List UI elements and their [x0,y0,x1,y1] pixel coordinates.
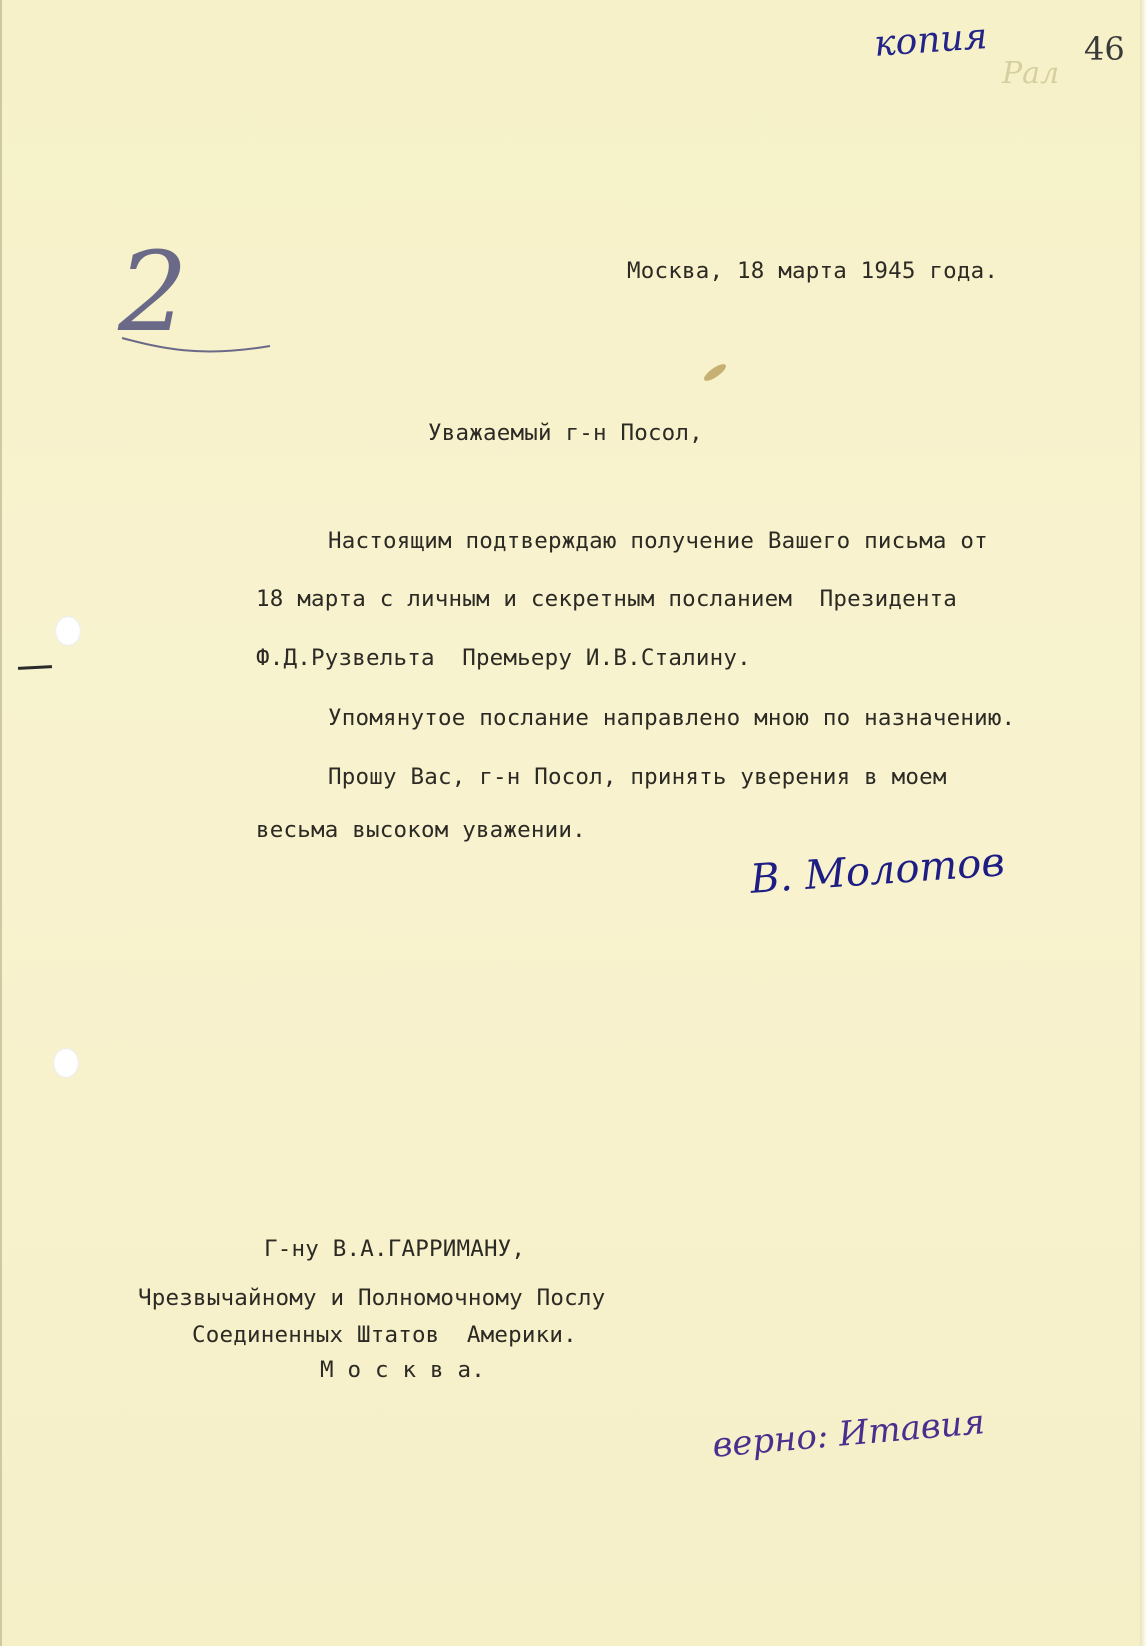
addressee-line: М о с к в а. [320,1357,485,1383]
body-line: Прошу Вас, г-н Посол, принять уверения в моем [328,764,947,790]
addressee-line: Соединенных Штатов Америки. [192,1322,577,1348]
body-line: Упомянутое послание направлено мною по назначению. [328,705,1016,731]
copy-label: копия [872,16,989,65]
punch-hole-top [55,616,81,646]
page-edge [1140,0,1146,1646]
margin-mark-underline [120,318,280,358]
ink-stain [702,361,728,383]
addressee-line: Г-ну В.А.ГАРРИМАНУ, [264,1236,526,1262]
body-line: 18 марта с личным и секретным посланием Президента [256,586,958,612]
body-line: весьма высоком уважении. [256,817,586,843]
margin-dash-mark [18,665,52,670]
body-line: Настоящим подтверждаю получение Вашего письма от [328,528,988,554]
body-line: Ф.Д.Рузвельта Премьеру И.В.Сталину. [256,645,751,671]
place-and-date: Москва, 18 марта 1945 года. [627,258,999,284]
folio-number: 46 [1084,30,1125,68]
signature: В. Молотов [748,839,1007,903]
certification-note: верно: Итавия [710,1402,987,1466]
margin-handwritten-mark: 2 [118,228,188,356]
faint-archive-stamp: Рал [1002,56,1060,91]
punch-hole-bottom [53,1048,79,1078]
addressee-line: Чрезвычайному и Полномочному Послу [138,1285,606,1311]
salutation: Уважаемый г-н Посол, [428,420,703,446]
